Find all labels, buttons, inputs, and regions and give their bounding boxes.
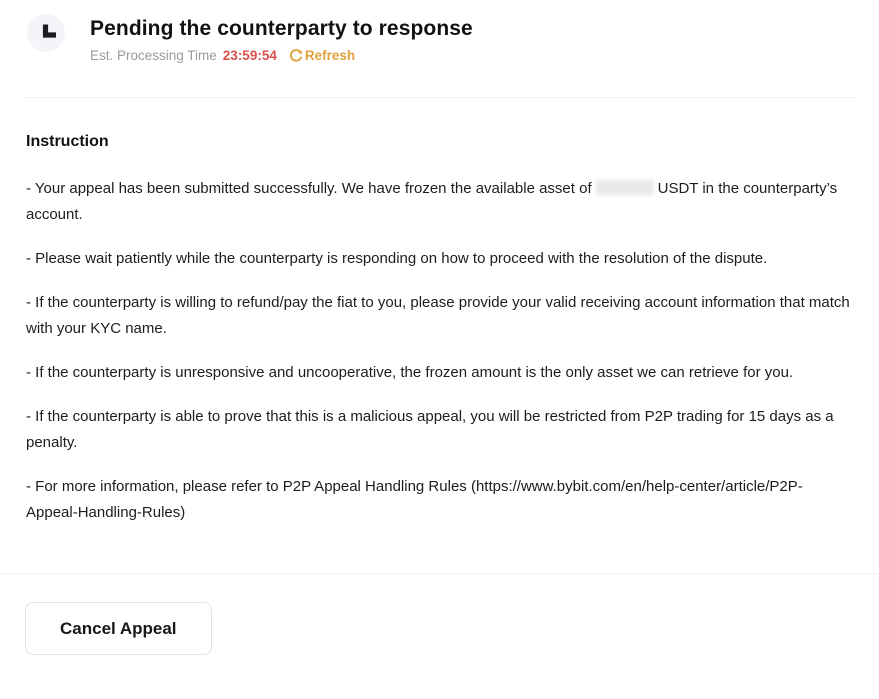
refresh-button[interactable] <box>289 48 355 63</box>
instruction-section <box>0 132 879 526</box>
instruction-paragraph: - If the counterparty is able to prove that this is a malicious appeal, you will be restricted from P2P trading for 15 days as a penalty. <box>26 408 834 451</box>
instruction-heading: Instruction <box>26 133 109 150</box>
instruction-paragraph: - If the counterparty is unresponsive and uncooperative, the frozen amount is the only asset we can retrieve for you. <box>26 364 794 381</box>
header-divider <box>25 97 854 98</box>
cancel-appeal-button[interactable]: Cancel Appeal <box>25 602 212 655</box>
header-text <box>90 14 473 65</box>
processing-time-label: Est. Processing Time <box>90 48 217 63</box>
clock-icon <box>27 14 65 52</box>
appeal-submitted-text-before: - Your appeal has been submitted successfully. We have frozen the available asset of <box>26 180 592 197</box>
appeal-status-header <box>0 0 879 65</box>
footer-actions <box>0 574 879 655</box>
redacted-amount <box>596 180 654 195</box>
instruction-paragraph: - Please wait patiently while the counterparty is responding on how to proceed with the resolution of the dispute. <box>26 250 768 267</box>
instruction-paragraph: - For more information, please refer to P2P Appeal Handling Rules (https://www.bybit.com/en/help-center/article/P2P-Appeal-Handling-Rules) <box>26 478 803 521</box>
appeal-submitted-text-after: USDT in the counterparty’s account. <box>26 180 838 223</box>
instruction-paragraph: - If the counterparty is willing to refund/pay the fiat to you, please provide your valid receiving account information that match with your KYC name. <box>26 294 850 337</box>
page-title: Pending the counterparty to response <box>90 17 473 40</box>
countdown-timer: 23:59:54 <box>222 48 277 63</box>
instruction-paragraph-appeal-submitted <box>26 176 853 228</box>
refresh-label: Refresh <box>304 48 356 63</box>
processing-time-row <box>90 46 473 65</box>
refresh-icon <box>289 49 303 63</box>
